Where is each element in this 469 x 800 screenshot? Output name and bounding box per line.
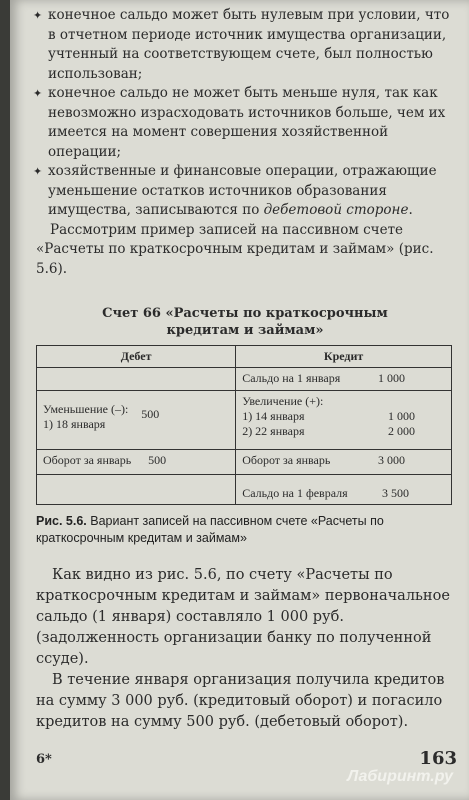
bullet-item: ✦ конечное сальдо не может быть меньше нуля, так как невозможно израсходовать источников больше, чем их имеется на момент совершения хозяйственной операции; (36, 84, 454, 162)
bullet-list (36, 6, 454, 221)
opening-label: Сальдо на 1 января (242, 371, 341, 385)
table-title-line: Счет 66 «Расчеты по краткосрочным (102, 306, 388, 321)
book-page (10, 0, 469, 800)
decrease-item: 1) 18 января (43, 417, 106, 431)
increase-item: 2) 22 января (242, 424, 305, 438)
caption-text: Вариант записей на пассивном счете «Расчеты по краткосрочным кредитам и займам» (36, 514, 384, 545)
debit-turnover-label: Оборот за январь (43, 453, 132, 467)
opening-value: 1 000 (378, 371, 405, 385)
credit-turnover-cell (236, 450, 452, 475)
increase-value: 2 000 (388, 424, 415, 438)
watermark (347, 768, 453, 786)
debit-turnover-cell (37, 450, 236, 475)
page-content (36, 6, 454, 733)
bullet-item: ✦ конечное сальдо может быть нулевым при условии, что в отчетном периоде источник имущества организации, учтенный на соответствующем счете, был полностью использован; (36, 6, 454, 84)
watermark-domain: .ру (430, 768, 453, 785)
debit-header: Дебет (37, 346, 236, 368)
debit-opening-cell (37, 368, 236, 391)
increase-label: Увеличение (+): (242, 394, 324, 408)
page-number: 163 (419, 748, 457, 769)
table-title (36, 305, 454, 339)
increase-item: 1) 14 января (242, 409, 305, 423)
closing-value: 3 500 (382, 486, 409, 500)
decrease-label: Уменьшение (–): (43, 402, 129, 416)
bullet-item: ✦ хозяйственные и финансовые операции, отражающие уменьшение остатков источников образования имущества, записываются по дебетовой стороне. (36, 162, 454, 221)
credit-movement-cell (236, 391, 452, 450)
credit-turnover-label: Оборот за январь (242, 453, 331, 467)
intro-paragraph: Рассмотрим пример записей на пассивном счете «Расчеты по краткосрочным кредитам и займам» (рис. 5.6). (36, 221, 434, 277)
account-table (36, 345, 452, 505)
credit-header: Кредит (236, 346, 452, 368)
table-title-line: кредитам и займам» (166, 323, 324, 338)
credit-closing-cell (236, 475, 452, 505)
increase-value: 1 000 (388, 409, 415, 423)
watermark-brand: Лабиринт (347, 768, 431, 785)
figure-caption (36, 513, 454, 547)
debit-turnover-value: 500 (148, 453, 167, 467)
credit-turnover-value: 3 000 (378, 453, 405, 467)
credit-opening-cell (236, 368, 452, 391)
body-paragraph: Как видно из рис. 5.6, по счету «Расчеты по краткосрочным кредитам и займам» первоначальное сальдо (1 января) составляло 1 000 руб. (задолженность организации банку по полученной ссуде). (36, 567, 450, 667)
caption-label: Рис. 5.6. (36, 514, 87, 528)
debit-movement-cell (37, 391, 236, 450)
decrease-value: 500 (141, 407, 160, 421)
closing-label: Сальдо на 1 февраля (242, 486, 348, 500)
signature-mark: 6* (36, 752, 52, 767)
body-paragraph: В течение января организация получила кредитов на сумму 3 000 руб. (кредитовый оборот) и погасило кредитов на сумму 500 руб. (дебетовый оборот). (36, 672, 445, 730)
debit-closing-cell (37, 475, 236, 505)
